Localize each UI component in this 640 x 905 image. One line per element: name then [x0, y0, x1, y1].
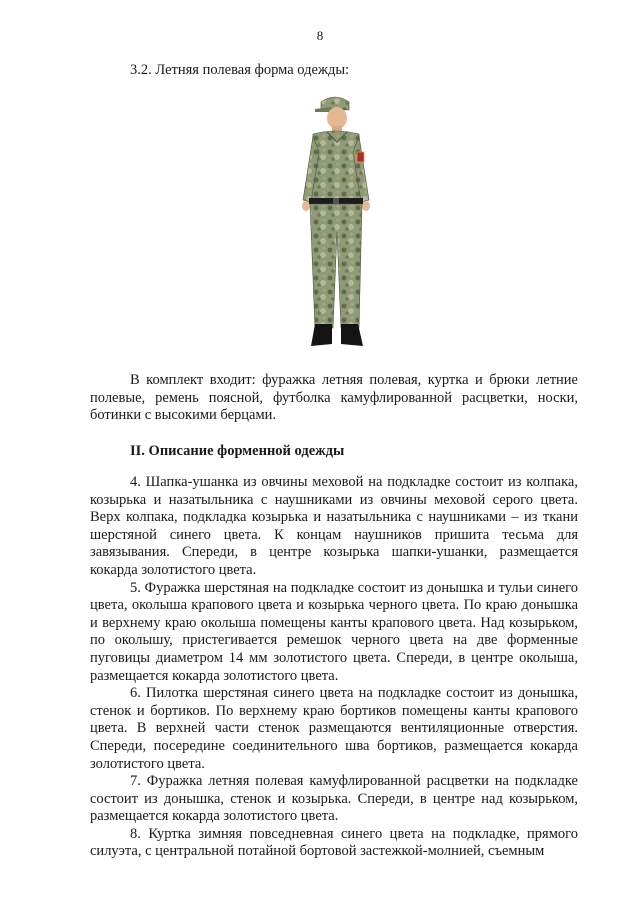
- head: [327, 107, 347, 129]
- left-boot: [311, 324, 332, 346]
- kit-text: В комплект входит: фуражка летняя полевая, куртка и брюки летние полевые, ремень поясной, футболка камуфлированной расцветки, носки, ботинки с высокими берцами.: [90, 372, 578, 424]
- trousers: [310, 204, 362, 328]
- kit-paragraph: [90, 372, 578, 425]
- description-list: [90, 474, 578, 861]
- description-heading: II. Описание форменной одежды: [130, 443, 345, 459]
- description-item: 8. Куртка зимняя повседневная синего цвета на подкладке, прямого силуэта, с центральной потайной бортовой застежкой-молнией, съемным: [90, 825, 578, 860]
- soldier-figure: [285, 92, 385, 354]
- description-item: 5. Фуражка шерстяная на подкладке состоит из донышка и тульи синего цвета, околыша крапового цвета и козырька черного цвета. По краю донышка и верхнему краю околыша помещены канты крапового цвета. Над козырьком, по околышу, пристегивается ремешок черного цвета на две форменные пуговицы диаметром 14 мм золотистого цвета. Спереди, в центре околыша, размещается кокарда золотистого цвета.: [90, 579, 578, 684]
- page-number: 8: [316, 28, 324, 43]
- description-item: 4. Шапка-ушанка из овчины меховой на подкладке состоит из колпака, козырька и назатыльника с наушниками из овчины меховой серого цвета. Верх колпака, подкладка козырька и назатыльника с наушниками – из ткани шерстяной синего цвета. К концам наушников пришита тесьма для завязывания. Спереди, в центре козырька шапки-ушанки, размещается кокарда золотистого цвета.: [90, 474, 578, 578]
- description-item: 6. Пилотка шерстяная синего цвета на подкладке состоит из донышка, стенок и бортиков. По верхнему краю бортиков помещены канты крапового цвета. В верхней части стенок размещаются вентиляционные отверстия. Спереди, посередине соединительного шва бортиков, размещается кокарда золотистого цвета.: [90, 685, 578, 772]
- sleeve-patch: [357, 152, 364, 162]
- section-heading: 3.2. Летняя полевая форма одежды:: [130, 62, 350, 78]
- right-boot: [341, 324, 363, 346]
- uniform-illustration: [285, 92, 385, 354]
- description-item: 7. Фуражка летняя полевая камуфлированной расцветки на подкладке состоит из донышка, стенок и козырька. Спереди, в центре над козырьком, размещается кокарда золотистого цвета.: [90, 773, 578, 825]
